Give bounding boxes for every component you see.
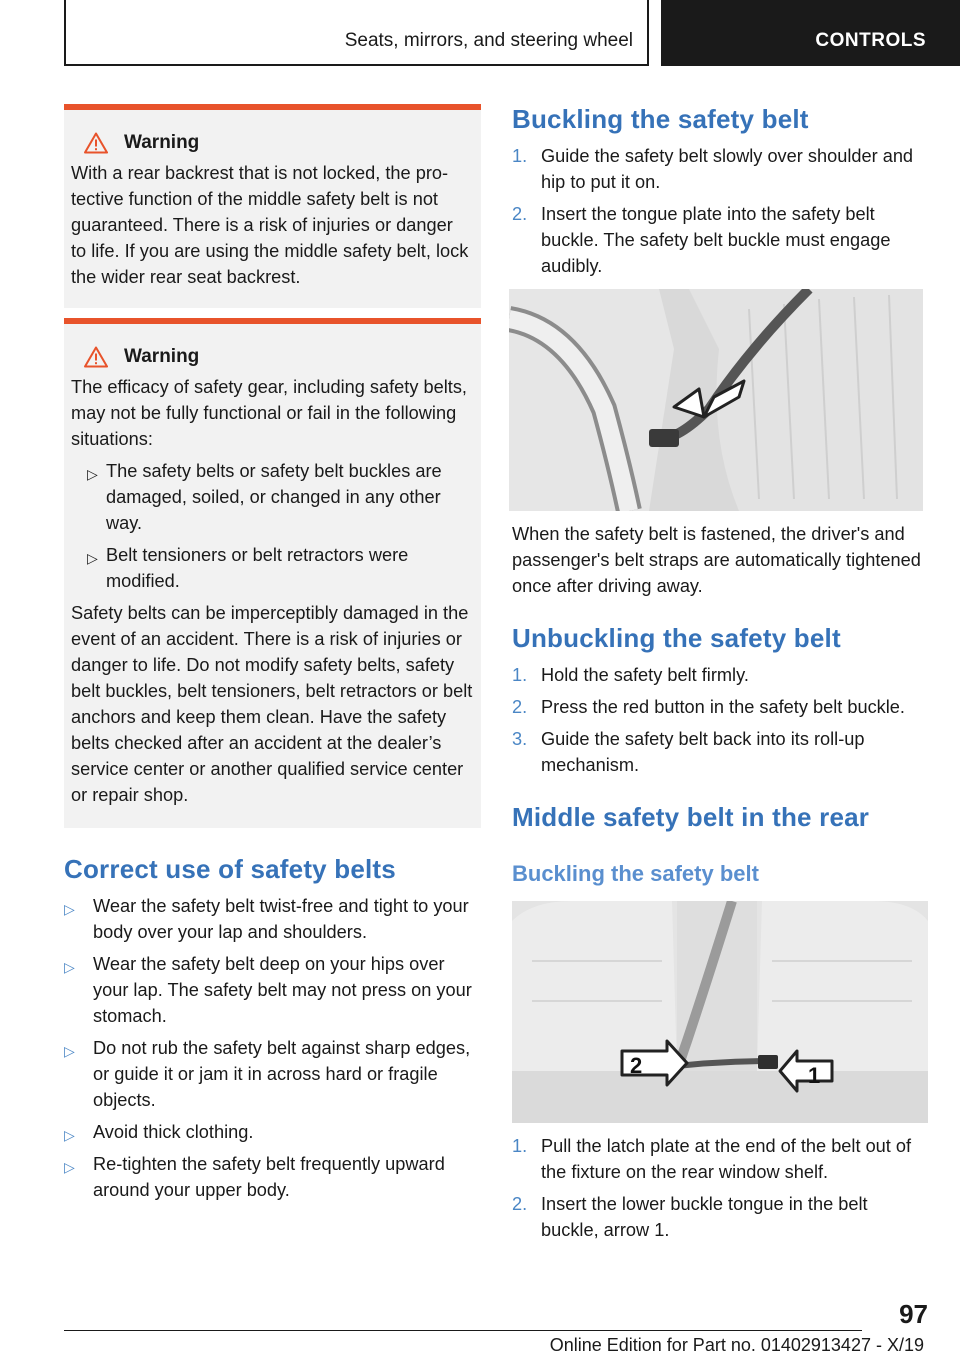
front-seat-belt-image xyxy=(509,289,923,511)
triangle-bullet-icon: ▷ xyxy=(64,901,75,917)
step-number: 2. xyxy=(512,697,528,717)
list-item: ▷ The safety belts or safety belt buckles are damaged, soiled, or changed in any other way. xyxy=(87,461,442,533)
list-item: ▷ Wear the safety belt twist-free and tight to your body over your lap and shoulders. xyxy=(64,896,469,942)
triangle-bullet-icon: ▷ xyxy=(64,1127,75,1143)
step-number: 1. xyxy=(512,665,528,685)
section-label: CONTROLS xyxy=(815,30,926,51)
warning-triangle-icon xyxy=(84,346,108,368)
step-item: 2. Press the red button in the safety belt buckle. xyxy=(512,694,928,720)
section-heading-buckling: Buckling the safety belt xyxy=(512,104,809,134)
page-header xyxy=(0,0,960,66)
step-number: 1. xyxy=(512,1136,528,1156)
fastened-note: When the safety belt is fastened, the driver's and passenger's belt straps are automatically tightened once after driving away. xyxy=(512,524,921,596)
warning-title: Warning xyxy=(124,132,200,153)
warning-title: Warning xyxy=(124,346,200,367)
chapter-tab xyxy=(64,0,649,66)
list-item: ▷ Do not rub the safety belt against sharp edges, or guide it or jam it in across hard or fragile objects. xyxy=(64,1038,471,1110)
warning-intro: The efficacy of safety gear, including safety belts, may not be fully functional or fail in the following situations: xyxy=(71,377,467,449)
section-tab xyxy=(661,0,960,66)
middle-belt-steps xyxy=(512,1133,928,1243)
triangle-bullet-icon: ▷ xyxy=(64,1159,75,1175)
list-item: ▷ Wear the safety belt deep on your hips over your lap. The safety belt may not press on your stomach. xyxy=(64,954,472,1026)
section-heading-unbuckling: Unbuckling the safety belt xyxy=(512,623,841,653)
right-column xyxy=(512,104,928,1249)
footer-divider xyxy=(64,1330,862,1331)
correct-use-list xyxy=(64,893,481,1203)
warning-list xyxy=(87,458,473,594)
warning-header xyxy=(84,346,473,368)
triangle-bullet-icon: ▷ xyxy=(87,550,98,566)
triangle-bullet-icon: ▷ xyxy=(64,1043,75,1059)
step-number: 1. xyxy=(512,146,528,166)
warning-text: With a rear backrest that is not locked, the protective function of the middle safety belt is not guaranteed. There is a risk of injuries or danger to life. If you are using the middle safety belt, lock the wider rear seat backrest. xyxy=(71,163,469,287)
step-item: 1. Pull the latch plate at the end of the belt out of the fixture on the rear window shelf. xyxy=(512,1133,928,1185)
step-item: 1. Guide the safety belt slowly over shoulder and hip to put it on. xyxy=(512,143,928,195)
step-number: 2. xyxy=(512,204,528,224)
buckling-steps xyxy=(512,143,928,279)
footer-edition: Online Edition for Part no. 01402913427 - X/19 xyxy=(549,1335,924,1355)
unbuckling-steps xyxy=(512,662,928,778)
step-item: 2. Insert the lower buckle tongue in the belt buckle, arrow 1. xyxy=(512,1191,928,1243)
warning-box-efficacy xyxy=(64,318,481,828)
image-label-1: 1 xyxy=(808,1063,821,1088)
triangle-bullet-icon: ▷ xyxy=(87,466,98,482)
warning-triangle-icon xyxy=(84,132,108,154)
left-column xyxy=(64,104,481,1209)
list-item: ▷ Avoid thick clothing. xyxy=(64,1119,481,1145)
step-item: 1. Hold the safety belt firmly. xyxy=(512,662,928,688)
section-heading-middle-belt: Middle safety belt in the rear xyxy=(512,802,870,832)
step-number: 3. xyxy=(512,729,528,749)
list-item: ▷ Belt tensioners or belt retractors were modified. xyxy=(87,545,409,591)
warning-outro: Safety belts can be imperceptibly damaged in the event of an accident. There is a risk of injuries or danger to life. Do not modify safety belts, safety belt buckles, belt tensioners, belt retractors or belt anchors and keep them clean. Have the safety belts checked after an accident at the dealer’s service center or another qualified service center or repair shop. xyxy=(71,603,473,805)
step-item: 3. Guide the safety belt back into its roll-up mechanism. xyxy=(512,726,928,778)
step-number: 2. xyxy=(512,1194,528,1214)
step-item: 2. Insert the tongue plate into the safety belt buckle. The safety belt buckle must engage audibly. xyxy=(512,201,928,279)
warning-header xyxy=(84,132,473,154)
triangle-bullet-icon: ▷ xyxy=(64,959,75,975)
chapter-title: Seats, mirrors, and steering wheel xyxy=(344,30,633,51)
list-item: ▷ Re-tighten the safety belt frequently upward around your upper body. xyxy=(64,1154,445,1200)
image-label-2: 2 xyxy=(630,1053,643,1078)
subheading-buckling: Buckling the safety belt xyxy=(512,861,759,886)
section-heading-correct-use: Correct use of safety belts xyxy=(64,854,396,884)
rear-middle-belt-image xyxy=(512,901,928,1123)
warning-box-backrest xyxy=(64,104,481,308)
page-number: 97 xyxy=(899,1299,928,1329)
